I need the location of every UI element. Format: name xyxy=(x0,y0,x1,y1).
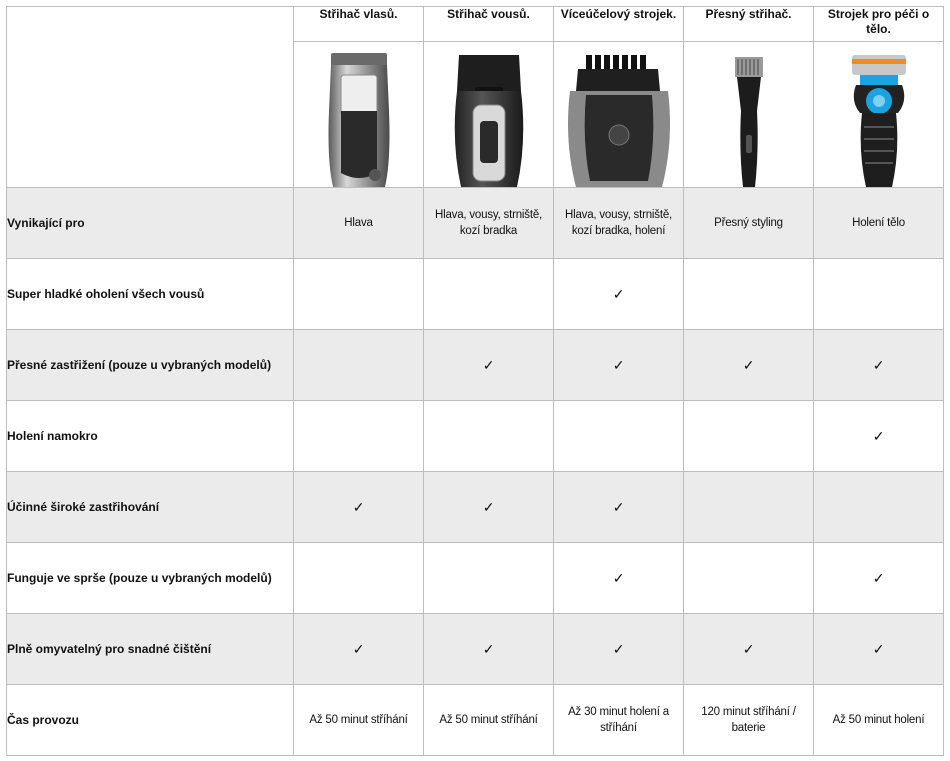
check-icon: ✓ xyxy=(872,641,885,657)
check-icon: ✓ xyxy=(352,641,365,657)
check-cell xyxy=(554,472,684,543)
check-icon: ✓ xyxy=(872,570,885,586)
check-icon: ✓ xyxy=(482,357,495,373)
check-icon: ✓ xyxy=(872,428,885,444)
comparison-table xyxy=(6,6,944,756)
product-title-body-groomer: Strojek pro péči o tělo. xyxy=(814,7,944,42)
cell-text: Hlava, vousy, strniště, kozí bradka xyxy=(434,209,543,237)
value-cell xyxy=(294,188,424,259)
product-header-row xyxy=(7,7,944,42)
check-cell xyxy=(814,401,944,472)
table-row xyxy=(7,685,944,756)
table-row xyxy=(7,259,944,330)
value-cell xyxy=(294,401,424,472)
value-cell xyxy=(294,543,424,614)
value-cell xyxy=(684,543,814,614)
feature-label: Holení namokro xyxy=(7,401,294,472)
value-cell xyxy=(424,188,554,259)
cell-text: 120 minut stříhání / baterie xyxy=(701,706,796,734)
value-cell xyxy=(814,685,944,756)
check-cell xyxy=(424,330,554,401)
body-groomer-icon xyxy=(842,51,916,187)
check-cell xyxy=(684,330,814,401)
value-cell xyxy=(424,685,554,756)
corner-cell xyxy=(7,7,294,188)
feature-label: Plně omyvatelný pro snadné čištění xyxy=(7,614,294,685)
check-icon: ✓ xyxy=(742,641,755,657)
check-icon: ✓ xyxy=(482,499,495,515)
check-icon: ✓ xyxy=(612,641,625,657)
check-cell xyxy=(814,330,944,401)
check-icon: ✓ xyxy=(352,499,365,515)
product-image-cell xyxy=(684,42,814,188)
product-image-cell xyxy=(554,42,684,188)
value-cell xyxy=(684,259,814,330)
check-cell xyxy=(814,543,944,614)
feature-label: Super hladké oholení všech vousů xyxy=(7,259,294,330)
check-icon: ✓ xyxy=(482,641,495,657)
value-cell xyxy=(294,685,424,756)
feature-label: Přesné zastřižení (pouze u vybraných modelů) xyxy=(7,330,294,401)
feature-label: Funguje ve sprše (pouze u vybraných modelů) xyxy=(7,543,294,614)
check-cell xyxy=(814,614,944,685)
value-cell xyxy=(294,330,424,401)
check-cell xyxy=(554,259,684,330)
feature-label: Vynikající pro xyxy=(7,188,294,259)
cell-text: Až 50 minut stříhání xyxy=(439,714,538,726)
cell-text: Přesný styling xyxy=(714,217,783,229)
value-cell xyxy=(814,188,944,259)
value-cell xyxy=(554,188,684,259)
check-cell xyxy=(294,472,424,543)
hair-clipper-icon xyxy=(319,51,399,187)
value-cell xyxy=(684,685,814,756)
check-icon: ✓ xyxy=(612,570,625,586)
check-icon: ✓ xyxy=(742,357,755,373)
feature-label: Čas provozu xyxy=(7,685,294,756)
product-title-multi-groomer: Víceúčelový strojek. xyxy=(554,7,684,42)
value-cell xyxy=(424,543,554,614)
table-row xyxy=(7,330,944,401)
cell-text: Hlava xyxy=(344,217,373,229)
value-cell xyxy=(684,472,814,543)
check-cell xyxy=(684,614,814,685)
table-row xyxy=(7,543,944,614)
cell-text: Až 50 minut holení xyxy=(832,714,925,726)
value-cell xyxy=(554,685,684,756)
check-cell xyxy=(554,543,684,614)
table-row xyxy=(7,472,944,543)
value-cell xyxy=(814,259,944,330)
feature-rows xyxy=(7,188,944,756)
check-cell xyxy=(554,614,684,685)
product-image-cell xyxy=(814,42,944,188)
check-icon: ✓ xyxy=(612,286,625,302)
table-row xyxy=(7,401,944,472)
check-cell xyxy=(554,330,684,401)
cell-text: Až 30 minut holení a stříhání xyxy=(568,706,669,734)
value-cell xyxy=(424,401,554,472)
product-image-cell xyxy=(424,42,554,188)
value-cell xyxy=(684,188,814,259)
value-cell xyxy=(684,401,814,472)
precision-trimmer-icon xyxy=(719,51,779,187)
check-cell xyxy=(294,614,424,685)
beard-trimmer-icon xyxy=(447,51,531,187)
product-title-beard-trimmer: Střihač vousů. xyxy=(424,7,554,42)
value-cell xyxy=(814,472,944,543)
check-cell xyxy=(424,614,554,685)
check-cell xyxy=(424,472,554,543)
value-cell xyxy=(294,259,424,330)
check-icon: ✓ xyxy=(872,357,885,373)
feature-label: Účinné široké zastřihování xyxy=(7,472,294,543)
cell-text: Až 50 minut stříhání xyxy=(309,714,408,726)
cell-text: Holení tělo xyxy=(852,217,905,229)
table-row xyxy=(7,188,944,259)
product-image-cell xyxy=(294,42,424,188)
cell-text: Hlava, vousy, strniště, kozí bradka, holení xyxy=(564,209,673,237)
value-cell xyxy=(554,401,684,472)
check-icon: ✓ xyxy=(612,357,625,373)
check-icon: ✓ xyxy=(612,499,625,515)
product-title-hair-clipper: Střihač vlasů. xyxy=(294,7,424,42)
value-cell xyxy=(424,259,554,330)
table-row xyxy=(7,614,944,685)
multi-groomer-icon xyxy=(564,51,674,187)
product-title-precision-trimmer: Přesný střihač. xyxy=(684,7,814,42)
